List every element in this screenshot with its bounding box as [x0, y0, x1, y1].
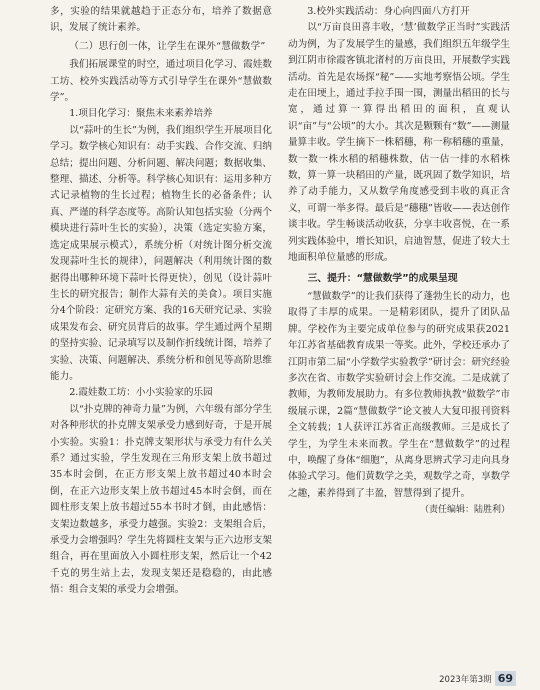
- subsection-title: 1.项目化学习：聚焦未来素养培养: [69, 108, 213, 120]
- issue-label: 2023年第3期: [439, 674, 492, 685]
- page-footer: [439, 671, 516, 686]
- paragraph: “慧做数学”的让我们获得了蓬勃生长的动力，也取得了丰厚的成果。一是精彩团队，提升了团队品牌。学校作为主要完成单位参与的研究成果获2021年江苏省基础教育成果一等奖。此外，学校还承办了江阴市第二届“小学数学实验教学”研讨会：研究经验多次在省、市数学实验研讨会上作交流。二是成就了教师，为教师发展助力。有多位教师执教“做数学”市级展示课，2篇“慧做数学”论文被人大复印报刊资料全文转载；1人获评江苏省正高级教师。三是成长了学生，为学生未来而教。学生在“慧做数学”的过程中，唤醒了身体“细胞”，从离身思辨式学习走向具身体验式学习。他们黄数学之美，观数学之奇，享数学之趣，素养得到了丰盈，智慧得到了提升。: [288, 290, 510, 499]
- paragraph: 多，实验的结果就越趋于正态分布，培养了数据意识，发展了统计素养。: [50, 6, 272, 34]
- left-column: [50, 4, 272, 599]
- paragraph: 我们拓展课堂的时空，通过项目化学习、霞娃数工坊、校外实践活动等方式引导学生在课外“慧做数学”。: [50, 59, 272, 104]
- subsection-title: 2.霞娃数工坊：小小实验家的乐园: [69, 387, 213, 399]
- paragraph: 以“万亩良田喜丰收，‘慧’做数学正当时”实践活动为例，为了发展学生的量感，我们组织五年级学生到江阴市徐霞客镇北渚村的万亩良田，开展数学实践活动。首先是农场探“秘”——实地考察悟公顷。学生走在田埂上，通过手拉手围一围，测量出稻田的长与宽，通过算一算得出稻田的面积，直观认识“亩”与“公顷”的大小。其次是颗颗有“数”——测量量算丰收。学生摘下一株稻穗，称一称稻穗的重量，数一数一株水稻的稻穗株数，估一估一排的水稻株数，算一算一块稻田的产量，既巩固了数学知识，培养了动手能力，又从数学角度感受到丰收的真正含义，可谓一举多得。最后是“穗穗”皆收——表达创作谈丰收。学生畅谈活动收获，分享丰收喜悦，在一系列实践体验中，增长知识，启迪智慧，促进了较大土地面积单位量感的形成。: [288, 22, 510, 264]
- paragraph: 以“扑克牌的神奇力量”为例，六年级有部分学生对各种形状的扑克牌支架承受力感到好奇，于是开展小实验。实验1：扑克牌支架形状与承受力有什么关系？通过实验，学生发现在三角形支架上放书超过35本时会倒，在正方形支架上放书超过40本时会倒，在正六边形支架上放书超过45本时会倒，而在圆柱形支架上放书超过55本书时才倒，由此感悟：支架边数越多，承受力越强。实验2：支架组合后，承受力会增强吗？学生先将圆柱支架与正六边形支架组合，再在里面放入小圆柱形支架，然后让一个42千克的男生站上去，发现支架还是稳稳的，由此感悟：组合支架的承受力会增强。: [50, 403, 272, 596]
- page-number: 69: [495, 671, 516, 686]
- paragraph: 以“蒜叶的生长”为例，我们组织学生开展项目化学习。数学核心知识有：动手实践、合作交流、归纳总结；提出问题、分析问题、解决问题；数据收集、整理、描述、分析等。科学核心知识有：运用多种方式记录植物的生长过程；植物生长的必备条件；认真、严谨的科学态度等。高阶认知包括实验（分两个模块进行蒜叶生长的实验），决策（选定实验方案，选定成果展示模式），系统分析（对统计图分析交流发现蒜叶生长的规律），问题解决（利用统计图的数据得出哪种环境下蒜叶长得更快），创见（设计蒜叶生长的研究报告；制作大蒜有关的美食）。项目实施分4个阶段：定研究方案、我的16天研究记录、实验成果发布会、研究员背后的故事。学生通过两个星期的坚持实验、记录填写以及制作折线统计图，培养了实验、决策、问题解决、系统分析和创见等高阶思维能力。: [50, 124, 272, 382]
- section-heading: 三、提升：“慧做数学”的成果呈现: [307, 272, 458, 284]
- editor-credit: （责任编辑：陆胜利）: [419, 505, 510, 516]
- subsection-title: 3.校外实践活动：身心向四面八方打开: [307, 6, 470, 17]
- section-heading: （二）思行创一体，让学生在课外“慧做数学”: [69, 40, 266, 52]
- right-column: [288, 4, 510, 519]
